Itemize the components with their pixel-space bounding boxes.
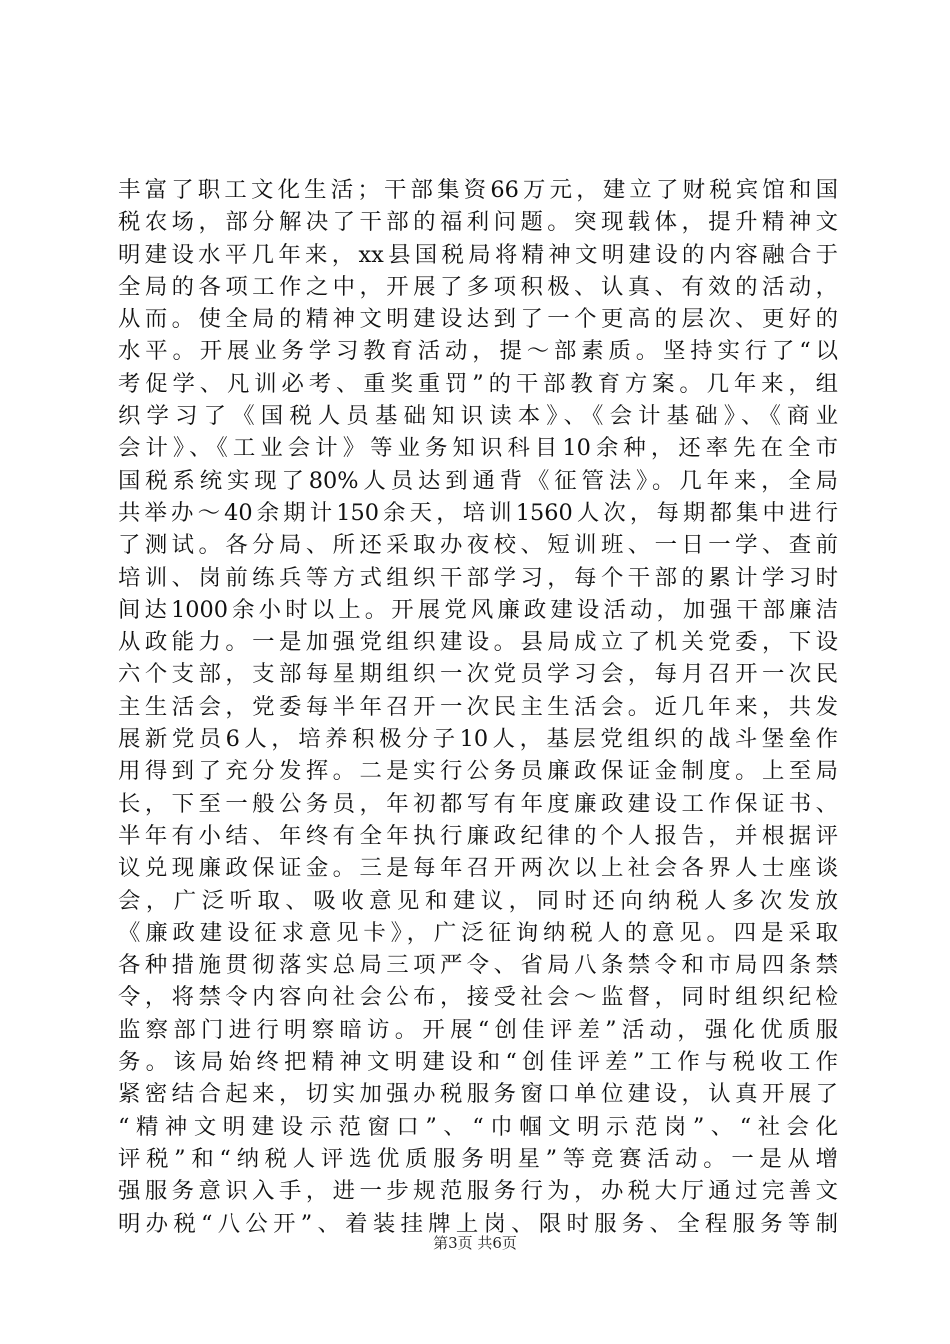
text-line: 评税”和“纳税人评选优质服务明星”等竞赛活动。一是从增 (118, 1145, 838, 1172)
text-line: 务。该局始终把精神文明建设和“创佳评差”工作与税收工作 (118, 1049, 838, 1076)
text-line: 共举办～40余期计150余天，培训1560人次，每期都集中进行 (118, 499, 838, 526)
text-line: 强服务意识入手，进一步规范服务行为，办税大厅通过完善文 (118, 1178, 838, 1205)
text-line: 会，广泛听取、吸收意见和建议，同时还向纳税人多次发放 (118, 887, 838, 914)
text-line: 丰富了职工文化生活；干部集资66万元，建立了财税宾馆和国 (118, 177, 838, 203)
text-line: 展新党员6人，培养积极分子10人，基层党组织的战斗堡垒作 (118, 726, 838, 753)
text-line: 从而。使全局的精神文明建设达到了一个更高的层次、更好的 (118, 306, 838, 333)
text-line: 税农场，部分解决了干部的福利问题。突现载体，提升精神文 (118, 209, 838, 236)
text-line: 培训、岗前练兵等方式组织干部学习，每个干部的累计学习时 (118, 564, 838, 591)
text-line: 间达1000余小时以上。开展党风廉政建设活动，加强干部廉洁 (118, 596, 838, 623)
body-text (118, 174, 838, 1240)
text-line: 监察部门进行明察暗访。开展“创佳评差”活动，强化优质服 (118, 1016, 838, 1043)
text-line: 明建设水平几年来，xx县国税局将精神文明建设的内容融合于 (118, 241, 838, 268)
text-line: 考促学、凡训必考、重奖重罚”的干部教育方案。几年来，组 (118, 370, 838, 397)
text-line: 织学习了《国税人员基础知识读本》、《会计基础》、《商业 (118, 403, 838, 430)
text-line: 《廉政建设征求意见卡》，广泛征询纳税人的意见。四是采取 (118, 919, 838, 946)
text-line: “精神文明建设示范窗口”、“巾帼文明示范岗”、“社会化 (118, 1113, 838, 1140)
text-line: 主生活会，党委每半年召开一次民主生活会。近几年来，共发 (118, 693, 838, 720)
text-line: 半年有小结、年终有全年执行廉政纪律的个人报告，并根据评 (118, 822, 838, 849)
text-line: 用得到了充分发挥。二是实行公务员廉政保证金制度。上至局 (118, 758, 838, 785)
text-line: 令，将禁令内容向社会公布，接受社会～监督，同时组织纪检 (118, 984, 838, 1011)
text-line: 了测试。各分局、所还采取办夜校、短训班、一日一学、查前 (118, 532, 838, 559)
text-line: 六个支部，支部每星期组织一次党员学习会，每月召开一次民 (118, 661, 838, 688)
text-line: 会计》、《工业会计》等业务知识科目10余种，还率先在全市 (118, 435, 838, 462)
text-line: 长，下至一般公务员，年初都写有年度廉政建设工作保证书、 (118, 790, 838, 817)
page-number-footer: 第3页 共6页 (433, 1234, 517, 1252)
text-line: 各种措施贯彻落实总局三项严令、省局八条禁令和市局四条禁 (118, 952, 838, 979)
text-line: 水平。开展业务学习教育活动，提～部素质。坚持实行了“以 (118, 338, 838, 365)
text-line: 明办税“八公开”、着装挂牌上岗、限时服务、全程服务等制 (118, 1210, 838, 1237)
text-line: 议兑现廉政保证金。三是每年召开两次以上社会各界人士座谈 (118, 855, 838, 882)
text-line: 全局的各项工作之中，开展了多项积极、认真、有效的活动， (118, 273, 838, 300)
text-line: 紧密结合起来，切实加强办税服务窗口单位建设，认真开展了 (118, 1081, 838, 1108)
text-line: 从政能力。一是加强党组织建设。县局成立了机关党委，下设 (118, 629, 838, 656)
text-line: 国税系统实现了80%人员达到通背《征管法》。几年来，全局 (118, 467, 838, 494)
